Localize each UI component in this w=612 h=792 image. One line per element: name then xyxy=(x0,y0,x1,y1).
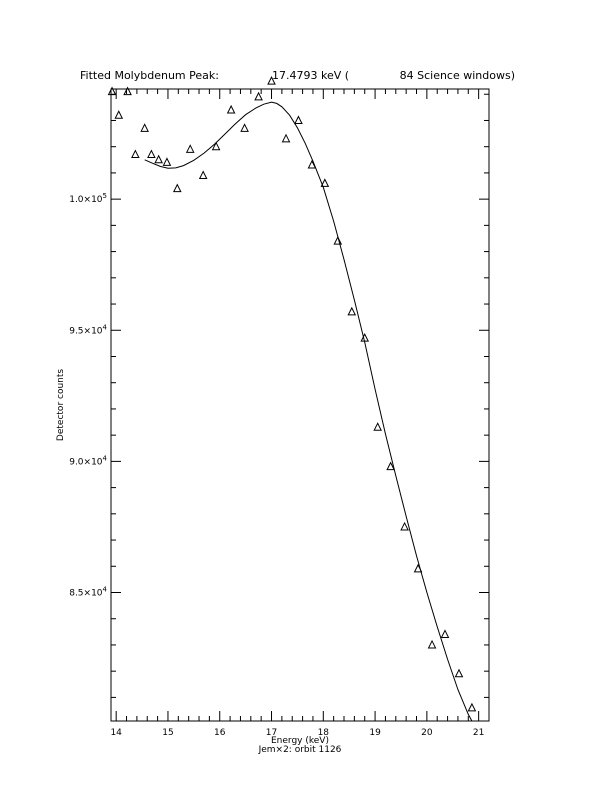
data-point xyxy=(241,124,248,131)
title-suffix: 84 Science windows) xyxy=(399,69,515,82)
data-points-series xyxy=(109,77,476,711)
data-point xyxy=(455,670,462,677)
x-axis-label: Energy (keV) xyxy=(271,736,329,746)
data-point xyxy=(163,158,170,165)
y-tick-label: $8.5\times 10^4$ xyxy=(69,585,107,599)
data-point xyxy=(295,116,302,123)
data-point xyxy=(321,179,328,186)
data-point xyxy=(141,124,148,131)
plot-frame xyxy=(111,89,489,721)
data-point xyxy=(334,237,341,244)
data-point xyxy=(348,308,355,315)
data-point xyxy=(468,704,475,711)
x-tick-label: 18 xyxy=(317,728,330,738)
data-point xyxy=(361,334,368,341)
x-tick-label: 21 xyxy=(472,728,485,738)
x-tick-label: 15 xyxy=(162,728,174,738)
x-axis-sublabel: Jem×2: orbit 1126 xyxy=(258,745,342,755)
fit-curve xyxy=(145,102,472,721)
data-point xyxy=(429,641,436,648)
y-tick-label: $1.0\times 10^5$ xyxy=(69,192,107,206)
x-tick-label: 17 xyxy=(265,728,278,738)
x-tick-label: 19 xyxy=(369,728,381,738)
title-prefix: Fitted Molybdenum Peak: xyxy=(80,69,219,82)
data-point xyxy=(200,172,207,179)
data-point xyxy=(441,630,448,637)
data-point xyxy=(132,151,139,158)
title-value: 17.4793 keV ( xyxy=(272,69,350,82)
data-point xyxy=(148,151,155,158)
x-tick-label: 20 xyxy=(421,728,433,738)
x-tick-label: 16 xyxy=(214,728,226,738)
data-point xyxy=(155,156,162,163)
y-axis-label: Detector counts xyxy=(56,368,66,442)
data-point xyxy=(174,185,181,192)
y-tick-label: $9.5\times 10^4$ xyxy=(69,323,107,337)
data-point xyxy=(228,106,235,113)
data-point xyxy=(283,135,290,142)
data-point xyxy=(213,143,220,150)
chart-title xyxy=(80,69,515,82)
data-point xyxy=(374,423,381,430)
x-tick-label: 14 xyxy=(110,728,122,738)
data-point xyxy=(401,523,408,530)
data-point xyxy=(115,111,122,118)
y-axis xyxy=(69,94,489,697)
data-point xyxy=(187,145,194,152)
y-tick-label: $9.0\times 10^4$ xyxy=(69,454,107,468)
fit-curve-series xyxy=(145,102,472,721)
